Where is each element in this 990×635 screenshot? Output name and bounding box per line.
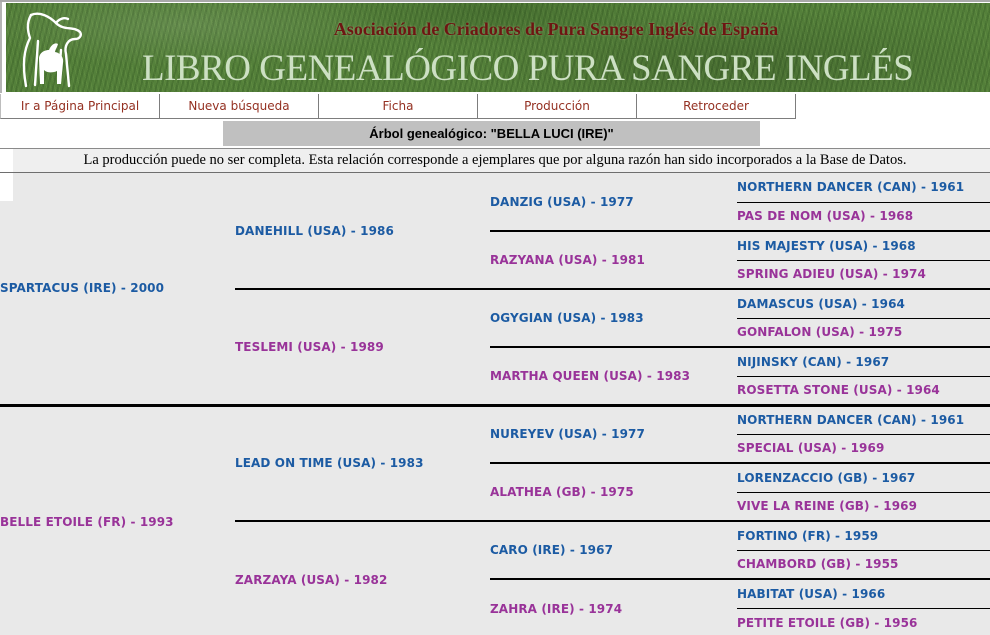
org-title: Asociación de Criadores de Pura Sangre Inglés de España: [333, 19, 779, 39]
pedigree-link-g4-4[interactable]: DAMASCUS (USA) - 1964: [737, 289, 990, 318]
pedigree-link-g4-6[interactable]: NIJINSKY (CAN) - 1967: [737, 347, 990, 376]
left-border-line: [0, 2, 2, 93]
pedigree-left-notch: [0, 173, 13, 201]
pedigree-link-g2-1[interactable]: TESLEMI (USA) - 1989: [235, 289, 490, 405]
pedigree-link-g4-0[interactable]: NORTHERN DANCER (CAN) - 1961: [737, 173, 990, 202]
pedigree-link-g4-3[interactable]: SPRING ADIEU (USA) - 1974: [737, 260, 990, 289]
pedigree-link-g4-2[interactable]: HIS MAJESTY (USA) - 1968: [737, 231, 990, 260]
pedigree-link-g4-14[interactable]: HABITAT (USA) - 1966: [737, 579, 990, 608]
tree-heading-bar: [223, 121, 760, 146]
pedigree-link-g2-0[interactable]: DANEHILL (USA) - 1986: [235, 173, 490, 289]
nav-item-home[interactable]: Ir a Página Principal: [0, 94, 160, 119]
main-title: LIBRO GENEALÓGICO PURA SANGRE INGLÉS: [142, 48, 914, 89]
pedigree-link-g3-7[interactable]: ZAHRA (IRE) - 1974: [490, 601, 623, 616]
pedigree-link-g1-1[interactable]: BELLE ETOILE (FR) - 1993: [0, 514, 174, 529]
pedigree-link-g3-2[interactable]: OGYGIAN (USA) - 1983: [490, 289, 737, 347]
pedigree-link-g4-9[interactable]: SPECIAL (USA) - 1969: [737, 434, 990, 463]
pedigree-link-g2-2[interactable]: LEAD ON TIME (USA) - 1983: [235, 405, 490, 521]
pedigree-link-g3-5[interactable]: ALATHEA (GB) - 1975: [490, 463, 737, 521]
pedigree-link-g4-15[interactable]: PETITE ETOILE (GB) - 1956: [737, 615, 918, 630]
nav-item-new-search[interactable]: Nueva búsqueda: [160, 94, 319, 119]
notice-left-notch: [0, 149, 13, 172]
pedigree-link-g4-1[interactable]: PAS DE NOM (USA) - 1968: [737, 202, 990, 231]
pedigree-link-g3-3[interactable]: MARTHA QUEEN (USA) - 1983: [490, 347, 737, 405]
top-border-line: [0, 0, 990, 2]
pedigree-link-g2-3[interactable]: ZARZAYA (USA) - 1982: [235, 572, 388, 587]
pedigree-link-g4-5[interactable]: GONFALON (USA) - 1975: [737, 318, 990, 347]
pedigree-link-g1-0[interactable]: SPARTACUS (IRE) - 2000: [0, 173, 235, 405]
pedigree-area: [0, 173, 990, 635]
banner: [6, 3, 990, 92]
pedigree-link-g4-10[interactable]: LORENZACCIO (GB) - 1967: [737, 463, 990, 492]
notice-bar: [0, 149, 990, 172]
pedigree-table: [0, 173, 990, 635]
pedigree-link-g3-1[interactable]: RAZYANA (USA) - 1981: [490, 231, 737, 289]
pedigree-link-g4-8[interactable]: NORTHERN DANCER (CAN) - 1961: [737, 405, 990, 434]
pedigree-link-g4-13[interactable]: CHAMBORD (GB) - 1955: [737, 550, 990, 579]
pedigree-link-g3-0[interactable]: DANZIG (USA) - 1977: [490, 173, 737, 231]
pedigree-link-g3-4[interactable]: NUREYEV (USA) - 1977: [490, 405, 737, 463]
pedigree-link-g4-12[interactable]: FORTINO (FR) - 1959: [737, 521, 990, 550]
nav-item-produccion[interactable]: Producción: [478, 94, 637, 119]
pedigree-link-g4-11[interactable]: VIVE LA REINE (GB) - 1969: [737, 492, 990, 521]
nav-item-ficha[interactable]: Ficha: [319, 94, 478, 119]
notice-text: La producción puede no ser completa. Esta relación corresponde a ejemplares que por alguna razón han sido incorporados a la Base de Datos.: [83, 152, 907, 168]
pedigree-link-g4-7[interactable]: ROSETTA STONE (USA) - 1964: [737, 376, 990, 405]
horse-logo-icon: [12, 8, 90, 90]
tree-heading: Árbol genealógico: "BELLA LUCI (IRE)": [369, 126, 614, 141]
nav-item-back[interactable]: Retroceder: [637, 94, 796, 119]
nav-bar: [0, 94, 796, 119]
pedigree-link-g3-6[interactable]: CARO (IRE) - 1967: [490, 521, 737, 579]
